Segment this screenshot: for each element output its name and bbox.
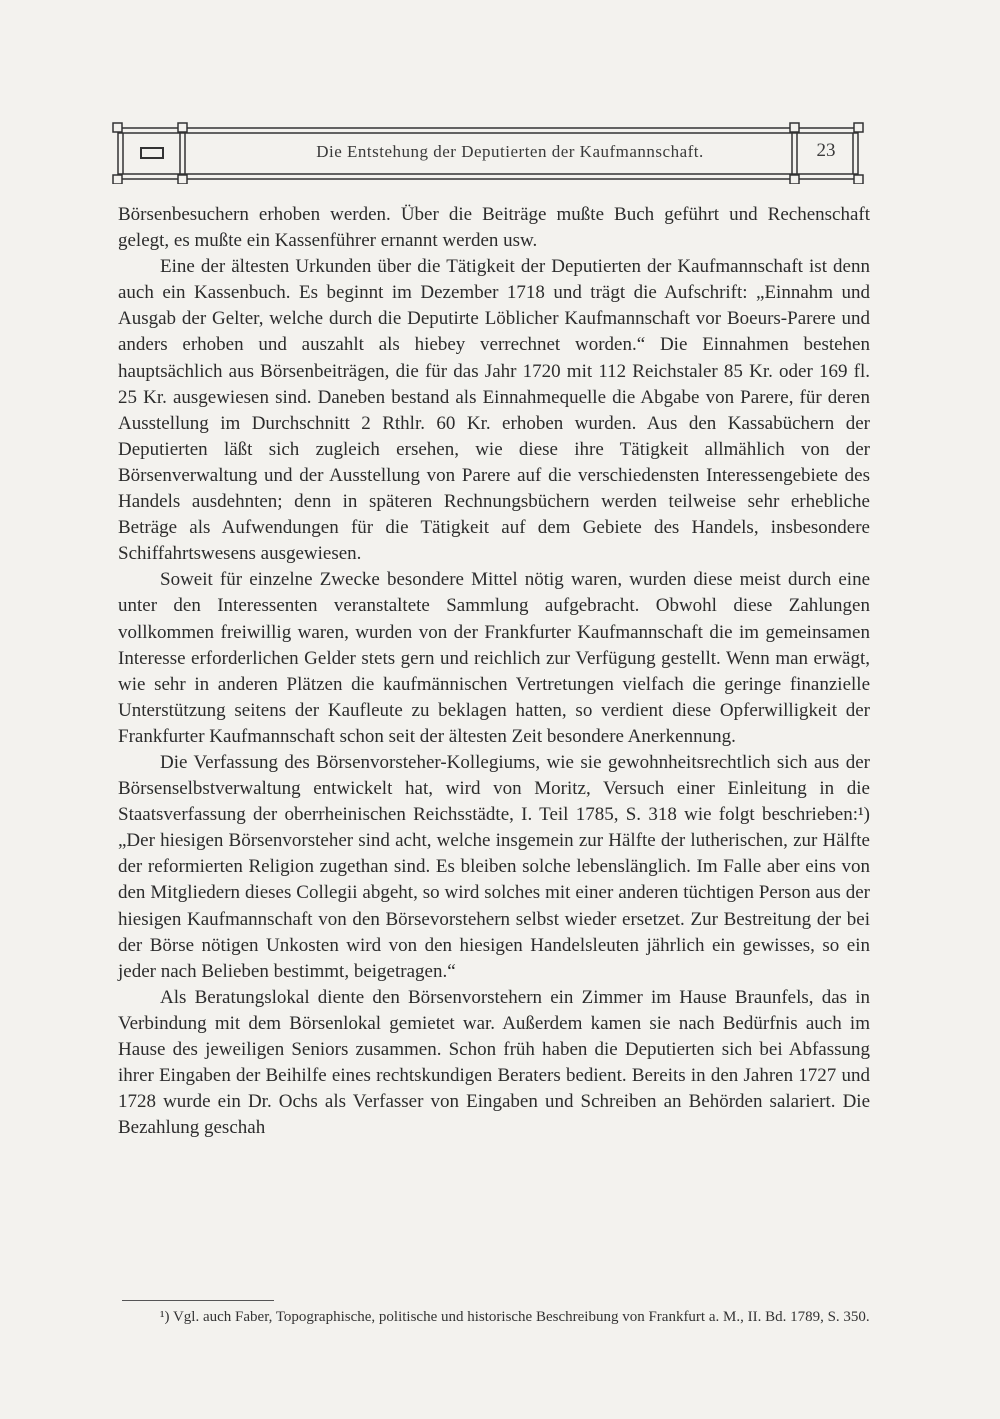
running-header	[112, 122, 864, 184]
paragraph: Börsenbesuchern erhoben werden. Über die Beiträge mußte Buch geführt und Rechenschaft gelegt, es mußte ein Kassenführer ernannt werden usw.	[118, 204, 870, 252]
paragraph: Eine der ältesten Urkunden über die Tätigkeit der Deputierten der Kaufmannschaft ist denn auch ein Kassenbuch. Es beginnt im Dezember 1718 und trägt die Aufschrift: „Einnahm und Ausgab der Gelter, welche durch die Deputirte Löblicher Kaufmannschaft vor Boeurs-Parere und anders erhoben und auszahlt als hiebey verrechnet worden.“ Die Einnahmen bestehen hauptsächlich aus Börsenbeiträgen, die für das Jahr 1720 mit 112 Reichstaler 85 Kr. oder 169 fl. 25 Kr. ausgewiesen sind. Daneben bestand als Einnahmequelle die Abgabe von Parere, für deren Ausstellung im Durchschnitt 2 Rthlr. 60 Kr. erhoben wurden. Aus den Kassabüchern der Deputierten läßt sich zugleich ersehen, wie diese ihre Tätigkeit allmählich von der Börsenverwaltung und der Ausstellung von Parere auf die verschiedensten Interessengebiete des Handels ausdehnten; denn in späteren Rechnungsbüchern werden teilweise sehr erhebliche Beträge als Aufwendungen für die Tätigkeit auf dem Gebiete des Handels, insbesondere Schiffahrtswesens ausgewiesen.	[118, 256, 870, 565]
footnote	[122, 1306, 872, 1328]
rectangle-ornament-icon	[140, 147, 164, 159]
running-title: Die Entstehung der Deputierten der Kaufmannschaft.	[316, 142, 704, 161]
paragraph: Soweit für einzelne Zwecke besondere Mittel nötig waren, wurden diese meist durch eine unter den Interessenten veranstaltete Sammlung aufgebracht. Obwohl diese Zahlungen vollkommen freiwillig waren, wurden von der Frankfurter Kaufmannschaft die im gemeinsamen Interesse erforderlichen Gelder stets gern und reichlich zur Verfügung gestellt. Wenn man erwägt, wie sehr in anderen Plätzen die kaufmännischen Vertretungen vielfach die geringe finanzielle Unterstützung seitens der Kaufleute zu beklagen hatten, so verdient diese Opferwilligkeit der Frankfurter Kaufmannschaft schon seit der ältesten Zeit besondere Anerkennung.	[118, 569, 870, 747]
footnote-text: ¹) Vgl. auch Faber, Topographische, politische und historische Beschreibung von Frankfurt a. M., II. Bd. 1789, S. 350.	[160, 1309, 870, 1325]
page-number: 23	[816, 140, 836, 161]
main-text	[118, 202, 870, 1141]
paragraph: Die Verfassung des Börsenvorsteher-Kollegiums, wie sie gewohnheitsrechtlich sich aus der Börsenselbstverwaltung entwickelt hat, wird von Moritz, Versuch einer Einleitung in die Staatsverfassung der oberrheinischen Reichsstädte, I. Teil 1785, S. 318 wie folgt beschrieben:¹) „Der hiesigen Börsenvorsteher sind acht, welche insgemein zur Hälfte der lutherischen, zur Hälfte der reformierten Religion zugethan sind. Es bleiben solche lebenslänglich. Im Falle aber eins von den Mitgliedern dieses Collegii abgeht, so wird solches mit einer anderen tüchtigen Person aus der hiesigen Kaufmannschaft von den Börsevorstehern selbst wieder ersetzet. Zur Bestreitung der bei der Börse nötigen Unkosten wird von den hiesigen Handelsleuten jährlich ein gewisses, so ein jeder nach Belieben bestimmt, beigetragen.“	[118, 751, 870, 982]
paragraph: Als Beratungslokal diente den Börsenvorstehern ein Zimmer im Hause Braunfels, das in Verbindung mit dem Börsenlokal gemietet war. Außerdem kamen sie nach Bedürfnis auch im Hause des jeweiligen Seniors zusammen. Schon früh haben die Deputierten sich bei Abfassung ihrer Eingaben der Beihilfe eines rechtskundigen Beraters bedient. Bereits in den Jahren 1727 und 1728 wurde ein Dr. Ochs als Verfasser von Eingaben und Schreiben an Behörden salariert. Die Bezahlung geschah	[118, 986, 870, 1139]
footnote-divider	[122, 1300, 274, 1301]
